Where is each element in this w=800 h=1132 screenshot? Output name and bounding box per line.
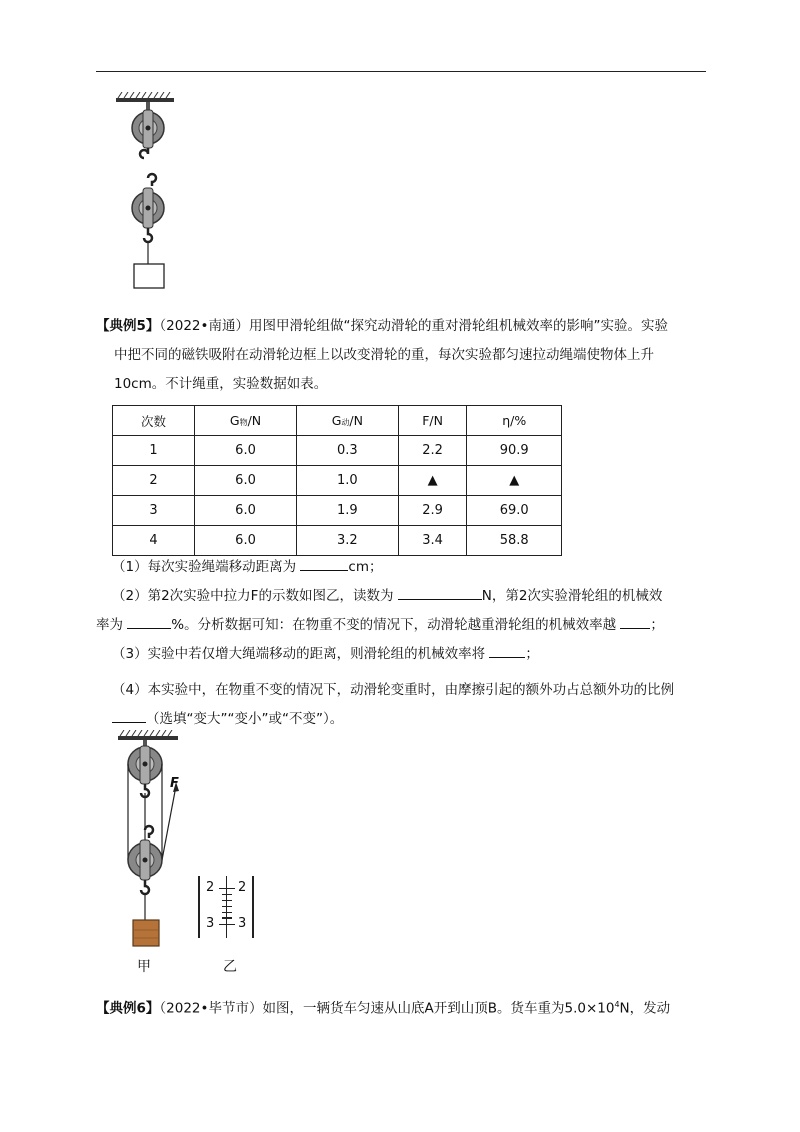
answer-blank[interactable] [620,614,650,629]
example5-intro-line2: 中把不同的磁铁吸附在动滑轮边框上以改变滑轮的重，每次实验都匀速拉动绳端使物体上升 [114,347,654,363]
question-2-text-c: 率为 [96,617,128,633]
cell: 2.2 [398,436,467,466]
cell: 6.0 [195,436,297,466]
cell: 3 [113,496,195,526]
scale-mark-right-2: 2 [238,880,247,895]
example6-title: 【典例6】 [96,1000,160,1017]
cell-blank-marker: ▲ [467,466,562,496]
question-2-text-e: ； [650,617,664,633]
cell: 1.0 [296,466,398,496]
question-4-options: （选填“变大”“变小”或“不变”）。 [146,711,344,727]
example6-exponent: 4 [614,1000,620,1009]
cell: 3.2 [296,526,398,556]
answer-blank[interactable] [398,585,482,600]
header-efficiency: η/% [467,406,562,436]
question-2-continued [96,611,711,640]
cell: 4 [113,526,195,556]
question-2-text-b: N，第2次实验滑轮组的机械效 [481,588,663,604]
cell: 0.3 [296,436,398,466]
scale-mark-right-3: 3 [238,916,247,931]
example6-text-b: N，发动 [619,1000,671,1017]
table-row [113,526,562,556]
question-3 [112,640,712,669]
cell: 6.0 [195,526,297,556]
table-header-row [113,406,562,436]
header-g-object: G物/N [195,406,297,436]
cell: 90.9 [467,436,562,466]
answer-blank[interactable] [127,614,171,629]
cell: 1 [113,436,195,466]
header-g-pulley: G动/N [296,406,398,436]
cell: 3.4 [398,526,467,556]
cell: 2.9 [398,496,467,526]
question-2 [112,582,712,611]
figure-label-jia: 甲 [137,959,151,975]
cell: 1.9 [296,496,398,526]
example6-intro [96,990,711,1024]
example6-source: （2022•毕节市） [159,1000,263,1017]
pulley-figure-top [110,92,190,292]
force-label: F [170,776,179,791]
cell: 58.8 [467,526,562,556]
header-force: F/N [398,406,467,436]
example5-intro [96,312,711,399]
header-rule [96,71,706,72]
example5-title: 【典例5】 [96,318,160,334]
question-1 [112,553,712,582]
question-4 [112,676,712,734]
experiment-data-table [112,405,562,556]
answer-blank[interactable] [489,643,525,658]
cell: 6.0 [195,496,297,526]
question-1-unit: cm； [348,559,383,575]
pulley-system-figure-jia [114,730,194,952]
scale-mark-left-3: 3 [206,916,215,931]
table-row [113,466,562,496]
cell-blank-marker: ▲ [398,466,467,496]
question-3-text: （3）实验中若仅增大绳端移动的距离，则滑轮组的机械效率将 [112,646,490,662]
example5-source: （2022•南通） [159,318,249,334]
example6-text: 如图，一辆货车匀速从山底A开到山顶B。货车重为5.0×10 [262,1000,615,1017]
question-2-text: （2）第2次实验中拉力F的示数如图乙，读数为 [112,588,398,604]
scale-mark-left-2: 2 [206,880,215,895]
table-row [113,436,562,466]
spring-scale-figure-yi [196,876,260,938]
figure-label-yi: 乙 [223,959,237,975]
question-4-text: （4）本实验中，在物重不变的情况下，动滑轮变重时，由摩擦引起的额外功占总额外功的比例 [112,682,675,698]
cell: 69.0 [467,496,562,526]
table-row [113,496,562,526]
answer-blank[interactable] [300,556,348,571]
example5-intro-line1: 用图甲滑轮组做“探究动滑轮的重对滑轮组机械效率的影响”实验。实验 [248,318,668,334]
question-2-text-d: %。分析数据可知：在物重不变的情况下，动滑轮越重滑轮组的机械效率越 [171,617,621,633]
answer-blank[interactable] [112,708,146,723]
example5-intro-line3: 10cm。不计绳重，实验数据如表。 [114,376,328,392]
question-1-text: （1）每次实验绳端移动距离为 [112,559,301,575]
cell: 6.0 [195,466,297,496]
cell: 2 [113,466,195,496]
header-count: 次数 [113,406,195,436]
question-3-end: ； [525,646,539,662]
